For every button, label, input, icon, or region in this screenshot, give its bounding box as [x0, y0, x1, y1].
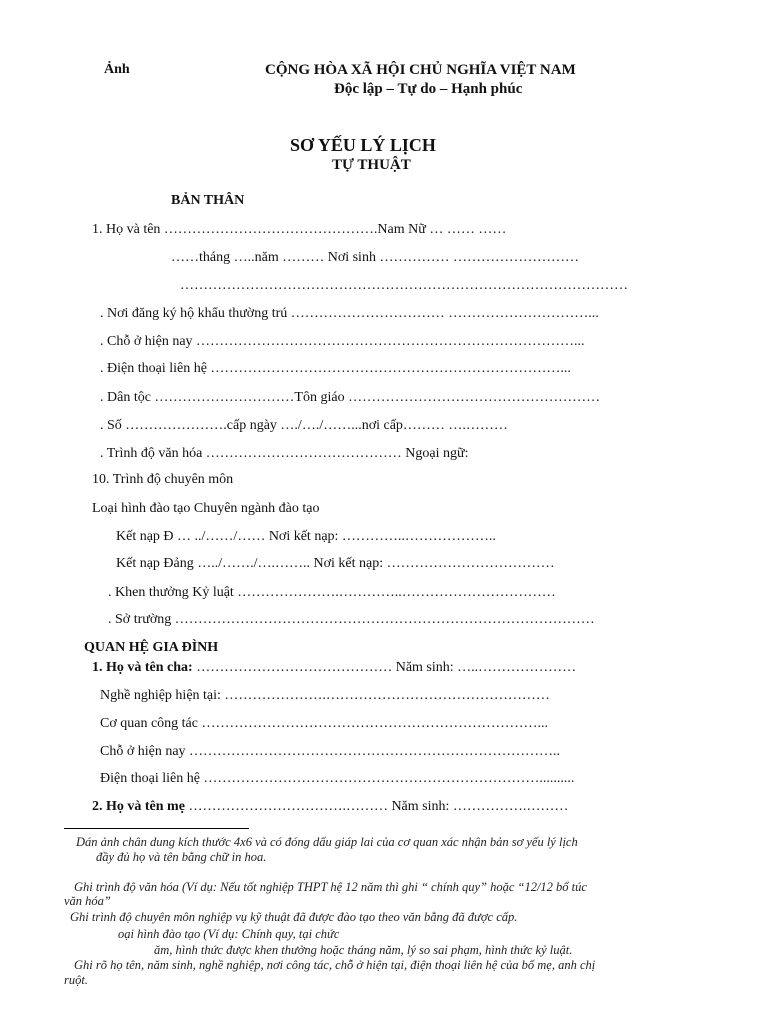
field-mother-name [92, 799, 568, 815]
footnote-education: Ghi trình độ văn hóa (Ví dụ: Nếu tốt nghiệp THPT hệ 12 năm thì ghi “ chính quy” hoặc “12/12 bổ túc [74, 880, 587, 894]
footnote-photo-cont: đầy đủ họ và tên bằng chữ in hoa. [96, 850, 267, 864]
field-father-occupation: Nghề nghiệp hiện tại: ………………….………………………………………… [100, 688, 550, 703]
footnote-training-type: oại hình đào tạo (Ví dụ: Chính quy, tại chức [118, 927, 340, 941]
field-permanent-address: . Nơi đăng ký hộ khẩu thường trú …………………………… …………………………... [100, 306, 599, 321]
mother-label: 2. Họ và tên mẹ [92, 799, 185, 814]
document-title: SƠ YẾU LÝ LỊCH [290, 135, 436, 155]
footnote-separator [64, 828, 249, 829]
field-father-phone: Điện thoại liên hệ ……………………………………………………………….......... [100, 771, 575, 786]
footnote-education-cont: văn hóa” [64, 894, 111, 908]
field-birth-date-place: ……tháng …..năm ……… Nơi sinh …………… ……………………… [171, 250, 579, 265]
father-rest: …………………………………… Năm sinh: …..………………… [192, 660, 577, 675]
nation-title: CỘNG HÒA XÃ HỘI CHỦ NGHĨA VIỆT NAM [265, 62, 576, 78]
footnote-professional: Ghi trình độ chuyên môn nghiệp vụ kỹ thuật đã được đào tạo theo văn bằng đã được cấp. [70, 910, 518, 924]
field-father-workplace: Cơ quan công tác ………………………………………………………………... [100, 716, 548, 731]
field-admission-party: Kết nạp Đảng …../……./….…….. Nơi kết nạp: ……………………………… [116, 556, 555, 571]
mother-rest: …………………………….……… Năm sinh: …………….……… [184, 799, 569, 814]
footnote-family-cont: ruột. [64, 973, 88, 987]
field-father-name [92, 660, 576, 676]
motto: Độc lập – Tự do – Hạnh phúc [334, 81, 523, 97]
field-training-type: Loại hình đào tạo Chuyên ngành đào tạo [92, 501, 320, 516]
section-heading-self: BẢN THÂN [171, 193, 245, 208]
document-subtitle: TỰ THUẬT [332, 157, 411, 173]
field-phone: . Điện thoại liên hệ …………………………………………………………………... [100, 361, 571, 376]
field-dotted-line: …………………………………………………………………………………… [180, 278, 628, 293]
field-ethnicity-religion: . Dân tộc …………………………Tôn giáo ……………………………………………… [100, 390, 601, 405]
footnote-photo: Dán ảnh chân dung kích thước 4x6 và có đóng dấu giáp lai của cơ quan xác nhận bản sơ yếu lý lịch [76, 835, 578, 849]
field-full-name: 1. Họ và tên ……………………………………….Nam Nữ … …… …… [92, 222, 507, 237]
field-admission-1: Kết nạp Đ … ../……/…… Nơi kết nạp: …………..……………….. [116, 529, 496, 544]
footnote-rewards: ăm, hình thức được khen thưởng hoặc tháng năm, lý so sai phạm, hình thức kỷ luật. [154, 943, 573, 957]
field-rewards-discipline: . Khen thưởng Kỷ luật ………………….…………..…………………………… [108, 585, 556, 600]
field-father-address: Chỗ ở hiện nay …………………………………………………………………….. [100, 744, 561, 759]
field-current-address: . Chỗ ở hiện nay ………………………………………………………………………... [100, 334, 585, 349]
section-heading-family: QUAN HỆ GIA ĐÌNH [84, 640, 219, 655]
field-professional-level: 10. Trình độ chuyên môn [92, 472, 234, 487]
photo-label: Ảnh [104, 62, 130, 77]
field-education-level: . Trình độ văn hóa …………………………………… Ngoại ngữ: [100, 446, 469, 461]
field-id-number: . Số ………………….cấp ngày …./…./……...nơi cấp……… ….……… [100, 418, 508, 433]
footnote-family: Ghi rõ họ tên, năm sinh, nghề nghiệp, nơi công tác, chỗ ở hiện tại, điện thoại liên hệ của bố mẹ, anh chị [74, 958, 596, 972]
field-strengths: . Sở trường ……………………………………………………………………………… [108, 612, 595, 627]
father-label: 1. Họ và tên cha: [92, 660, 193, 675]
